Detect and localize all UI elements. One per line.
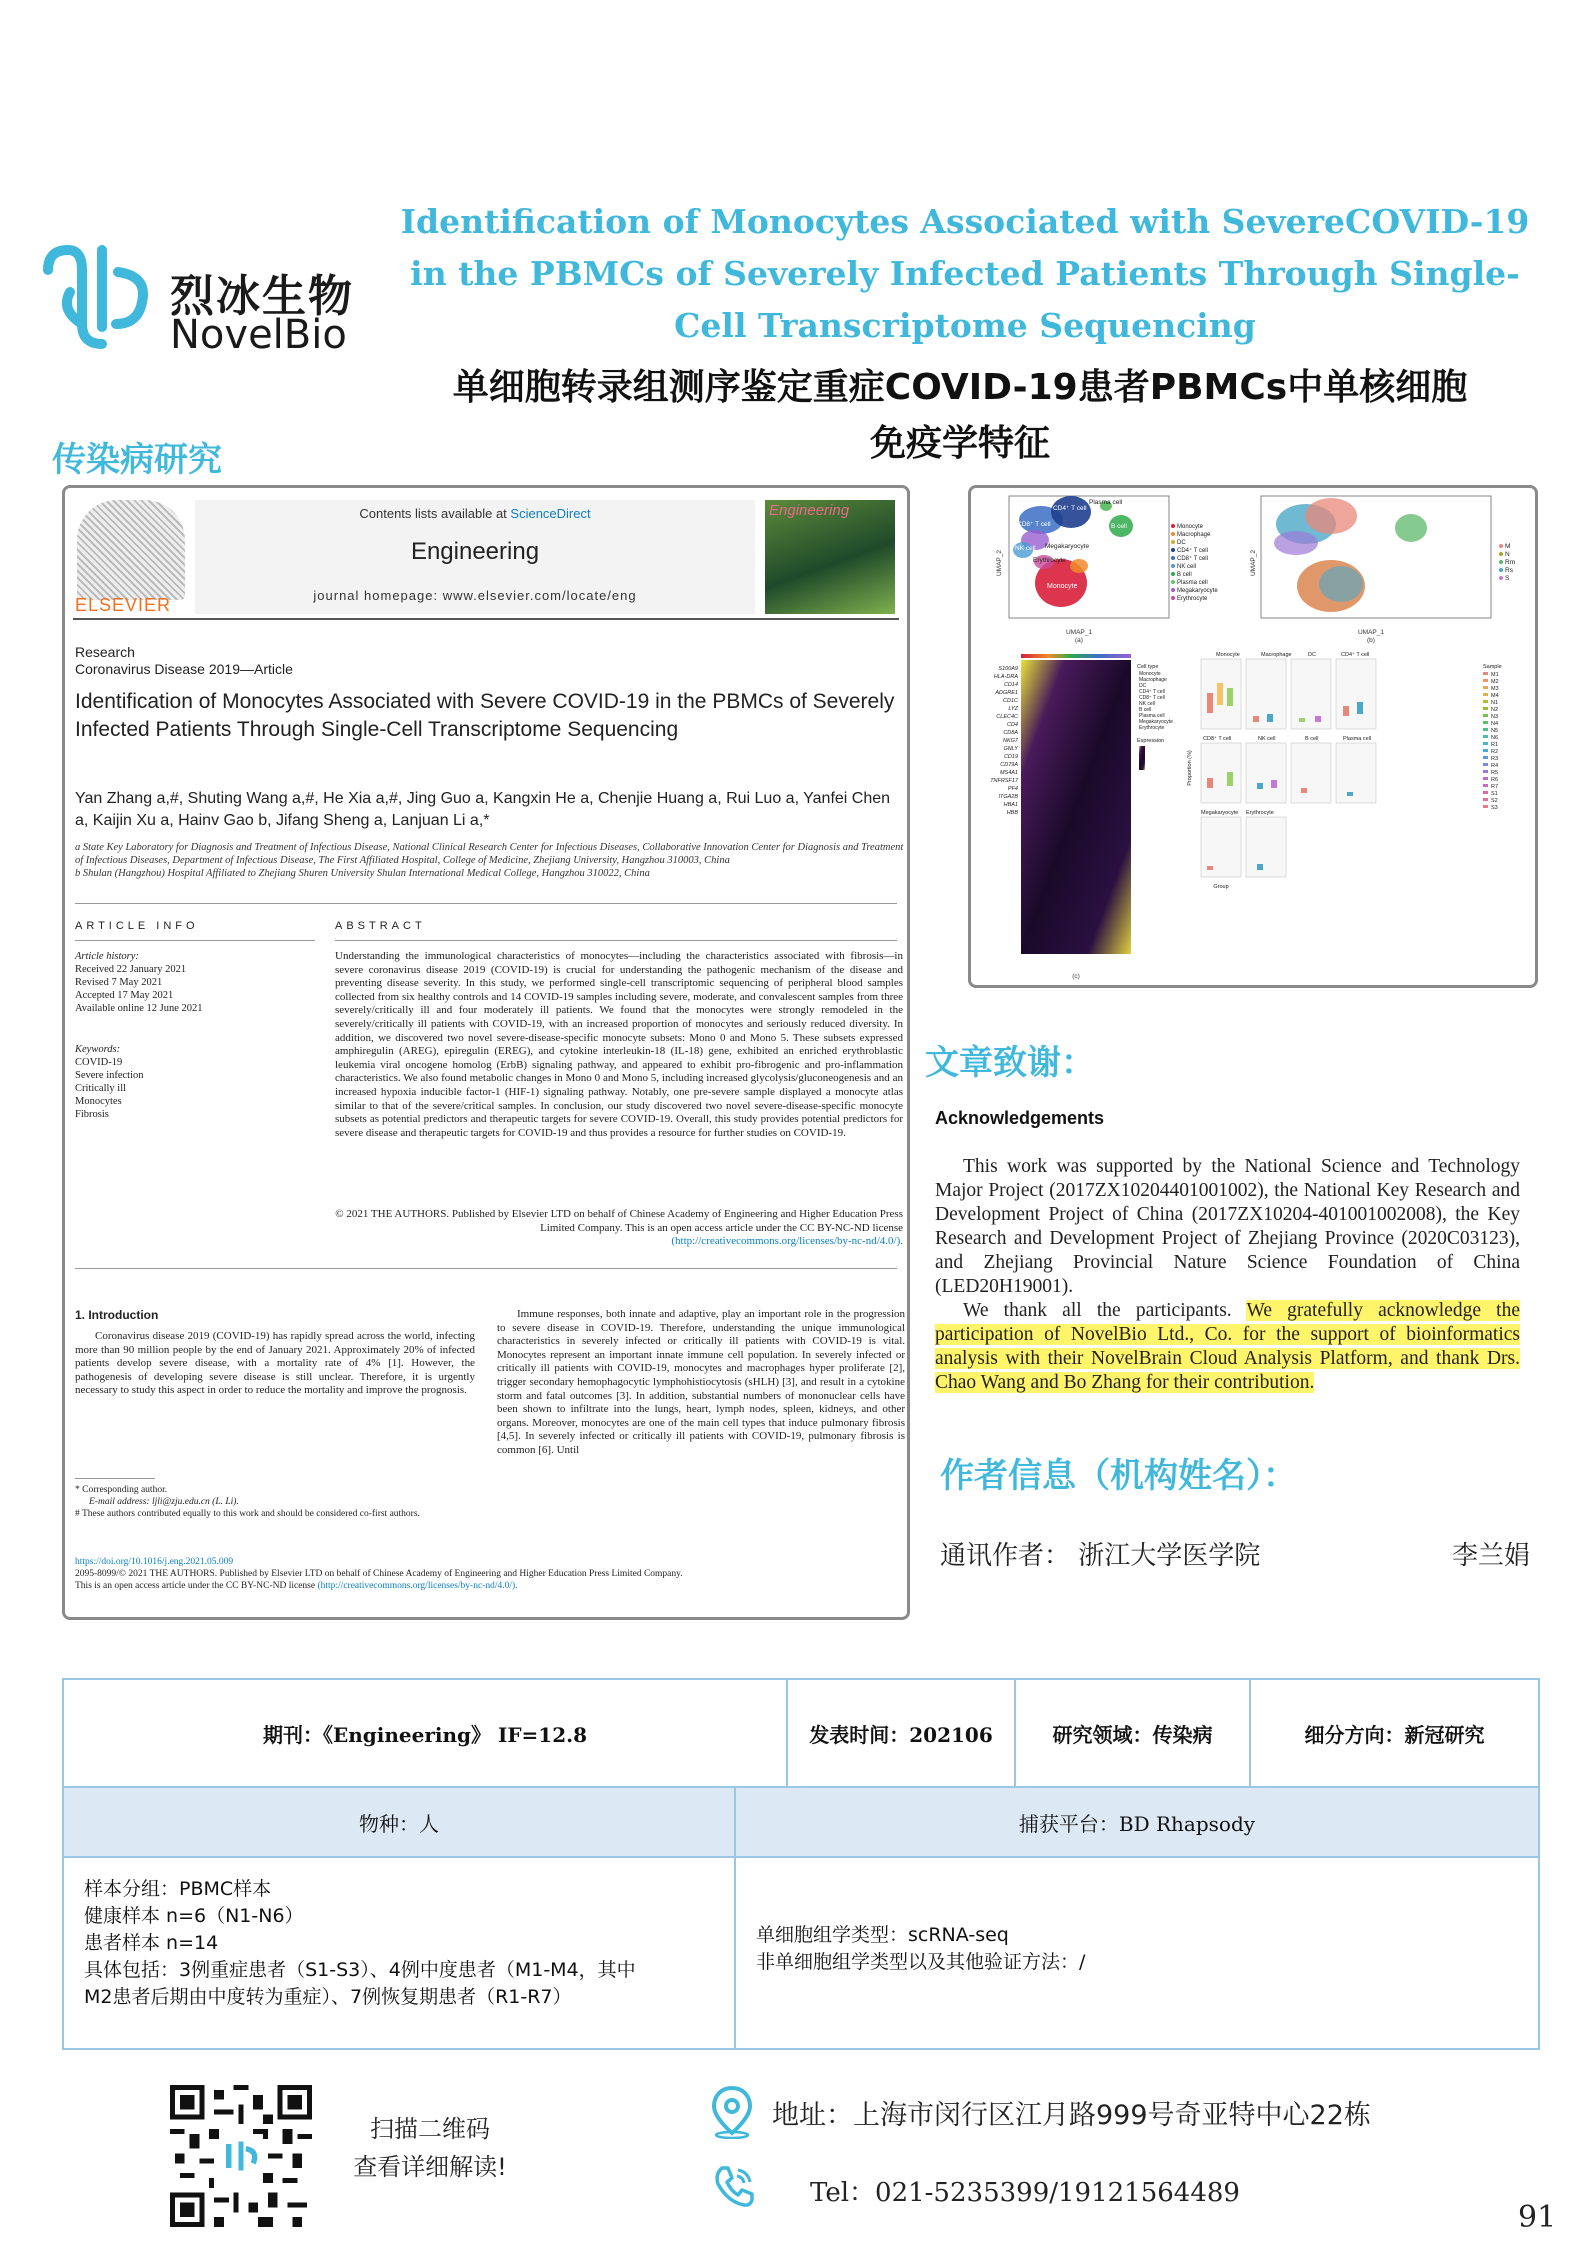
legend-entry [1171,547,1208,554]
sample-legend-entry [1483,672,1499,678]
legend-entry [1171,540,1186,546]
qr-caption-line-1: 扫描二维码 [370,2115,490,2143]
sample-legend-entry [1483,791,1498,797]
heatmap-legend-label: CD4⁺ T cell [1139,689,1165,695]
sample-label: N1 [1491,700,1499,706]
author-info-heading: 作者信息（机构姓名）： [940,1456,1297,1496]
affiliation-b: b Shulan (Hangzhou) Hospital Affiliated to Zhejiang Shuren University Shulan International Medical College, Hangzhou 310022, China [75,868,650,879]
legend-label: S [1505,575,1510,582]
sample-legend-entry [1483,784,1498,790]
legend-entry [1171,572,1192,578]
chinese-title-line-2: 免疫学特征 [869,423,1050,464]
sample-label: R1 [1491,742,1499,748]
sample-legend-entry [1483,770,1498,776]
heatmap-panel-c [990,654,1173,980]
omics-info-block [756,1922,1516,1976]
gene-label: NKG7 [1003,738,1018,744]
history-item: Accepted 17 May 2021 [75,990,174,1001]
legend-entry [1499,559,1515,566]
keyword: Severe infection [75,1070,144,1081]
heatmap-legend-label: Megakaryocyte [1139,719,1173,725]
paper-title: Identification of Monocytes Associated with Severe COVID-19 in the PBMCs of Severely Infected Patients Through Single-Cell Transcriptome Sequencing [75,690,895,741]
umap-legend-b [1499,543,1515,582]
group-label: Group [1213,884,1229,890]
axis-label: UMAP_1 [1357,629,1385,636]
umap-panel-b [1250,496,1491,644]
umap-label: Erythrocyte [1033,557,1066,564]
legend-label: Plasma cell [1177,580,1208,586]
umap-label: Monocyte [1047,583,1078,590]
sample-label: N5 [1491,728,1499,734]
gene-label: CD14 [1003,682,1018,688]
divider [75,940,315,941]
corresponding-author [940,1535,1530,1572]
abstract-text: Understanding the immunological characteristics of monocytes—including the characteristics associated with fibrosis—in severe coronavirus disease 2019 (COVID-19) is crucial for understanding the pathogenic mechanism of the disease and preventing disease severity. In this study, we performed single-cell transcriptomic sequencing of peripheral blood samples collected from six healthy controls and 14 COVID-19 samples including severe, moderate, and convalescent samples from three severely/critically ill and four moderately ill patients. We found that the monocytes were strongly remodeled in the severely/critically ill patients with COVID-19, with an increased proportion of monocytes and seriously reduced diversity. In addition, we discovered two novel severe-disease-specific monocyte subsets: Mono 0 and Mono 5. These subsets expressed amphiregulin (AREG), epiregulin (EREG), and cytokine interleukin-18 (IL-18) gene, exhibited an enriched erythroblastic leukemia viral oncogene homolog (ErbB) signaling pathway, and appeared to exhibit pro-fibrogenic and pro-inflammation characteristics. We also found metabolic changes in Mono 0 and Mono 5, including increased glycolysis/gluconeogenesis and an increased hypoxia inducible factor-1 (HIF-1) signaling pathway. Notably, one pre-severe sample displayed a monocyte atlas similar to that of the severe/critical samples. In conclusion, our study discovered two novel severe-disease-specific monocyte subsets as potential predictors and therapeutic targets for severe COVID-19. Overall, this study provides potential predictors for severe disease and therapeutic targets for COVID-19 and thus provides a resource for further studies on COVID-19. [335,950,903,1139]
sample-legend-entry [1483,693,1499,699]
article-subsection: Coronavirus Disease 2019—Article [75,661,293,677]
sample-label: M3 [1491,686,1499,692]
boxplot-title: B cell [1305,736,1319,742]
journal-info-box [195,500,755,614]
heatmap-legend-title: Cell type [1137,664,1159,670]
author-institution: 通讯作者： 浙江大学医学院 [940,1541,1261,1571]
open-access-line [75,1580,905,1592]
boxplot-title: CD4⁺ T cell [1341,652,1370,658]
gene-label: CD19 [1003,754,1018,760]
legend-label: DC [1177,540,1186,546]
legend-label: Rs [1505,567,1513,574]
introduction-heading: 1. Introduction [75,1308,159,1322]
publication-info [75,1556,905,1592]
legend-label: NK cell [1177,564,1197,570]
sciencedirect-link[interactable]: ScienceDirect [510,506,591,521]
footnote: # These authors contributed equally to this work and should be considered co-first authors. [75,1509,420,1519]
author-name: 李兰娟 [1451,1541,1530,1571]
introduction-column-1: Coronavirus disease 2019 (COVID-19) has rapidly spread across the world, infecting more than 90 million people by the end of January 2021. Approximately 20% of infected patients develop severe disease, with a mortality rate of 4% [1]. However, the pathogenesis of developing severe disease is still unclear. Therefore, it is urgently necessary to study this aspect in order to reduce the mortality and improve the prognosis. [75,1330,475,1397]
divider [335,940,897,941]
history-label: Article history: [75,951,139,962]
location-pin-icon [710,2085,754,2139]
ack-paragraph-thanks [935,1299,1520,1395]
sample-label: M4 [1491,693,1499,699]
boxplot-title: Macrophage [1261,652,1292,658]
sample-legend-entry [1483,679,1499,685]
sample-legend-entry [1483,798,1498,804]
omics-info-line: 单细胞组学类型：scRNA-seq [756,1924,1009,1946]
page-number: 91 [1518,2200,1557,2235]
sample-legend-entry [1483,700,1498,706]
sample-legend-entry [1483,728,1498,734]
heatmap-legend-label: DC [1139,683,1147,689]
qr-caption-line-2: 查看详细解读! [353,2153,507,2181]
umap-label: NK cell [1015,545,1036,552]
sample-label: R6 [1491,777,1499,783]
sample-info-line: 具体包括：3例重症患者（S1-S3）、4例中度患者（M1-M4，其中 [84,1959,636,1981]
legend-entry [1171,588,1218,594]
paper-figure [968,485,1538,988]
article-section: Research [75,644,135,660]
umap-label: B cell [1111,523,1127,530]
sample-legend-entry [1483,777,1498,783]
acknowledgement-heading: 文章致谢： [925,1043,1095,1083]
divider [75,903,897,904]
sample-legend-entry [1483,763,1498,769]
sample-legend-entry [1483,742,1498,748]
heatmap-legend-label: Erythrocyte [1139,725,1165,731]
history-item: Available online 12 June 2021 [75,1003,203,1014]
keywords-label: Keywords: [75,1044,121,1055]
gene-label: CD8A [1003,730,1018,736]
copyright-notice [335,1208,903,1249]
gene-label: GNLY [1003,746,1018,752]
abstract-heading: ABSTRACT [335,920,426,932]
cover-title: Engineering [769,502,850,519]
novelbio-logo-icon [30,232,160,362]
chinese-title [380,360,1540,472]
footnote: * Corresponding author. [75,1485,168,1495]
journal-name: Engineering [410,538,540,565]
sample-legend-entry [1483,707,1498,713]
boxplot-title: NK cell [1258,736,1276,742]
gene-label: CD4 [1006,722,1018,728]
legend-entry [1171,580,1208,586]
sample-legend-entry [1483,686,1499,692]
gene-label: CLEC4C [996,714,1018,720]
footnote-divider [75,1478,155,1479]
legend-label: Monocyte [1177,524,1204,530]
heatmap-legend-label: CD8⁺ T cell [1139,695,1165,701]
sample-info-block [84,1876,724,2011]
umap-label: Plasma cell [1089,499,1123,506]
sample-label: R3 [1491,756,1499,762]
chinese-title-line-1: 单细胞转录组测序鉴定重症COVID-19患者PBMCs中单核细胞 [452,367,1468,408]
qr-caption [330,2110,530,2186]
novelbio-logo [30,232,360,362]
sample-label: M2 [1491,679,1499,685]
species-cell: 物种：人 [359,1811,439,1836]
gene-label: LYZ [1008,706,1018,712]
ack-paragraph-funding: This work was supported by the National Science and Technology Major Project (2017ZX10204401001002), the National Key Research and Development Project of China (2017ZX10204-401001002008), the Key Research and Development Project of Zhejiang Province (2020C03123), and Zhejiang Provincial Nature Science Foundation of China (LED20H19001). [935,1156,1520,1297]
proportion-label: Proportion (%) [1187,750,1193,786]
journal-cell: 期刊：《Engineering》 IF=12.8 [262,1722,587,1747]
keyword: Monocytes [75,1096,122,1107]
legend-label: Rm [1505,559,1516,566]
axis-label: UMAP_2 [1250,549,1257,577]
divider [75,1268,897,1269]
boxplot-title: Megakaryocyte [1201,810,1239,816]
telephone: Tel：021-5235399/19121564489 [810,2178,1240,2208]
sample-label: R2 [1491,749,1499,755]
legend-label: B cell [1177,572,1192,578]
publish-time-cell: 发表时间：202106 [809,1722,993,1747]
heatmap-legend-label: Monocyte [1139,671,1161,677]
open-access-prefix: This is an open access article under the CC BY-NC-ND license [75,1581,318,1591]
sample-label: S3 [1491,805,1498,811]
license-link[interactable]: (http://creativecommons.org/licenses/by-nc-nd/4.0/). [671,1235,903,1248]
logo-english-name: NovelBio [170,312,347,358]
sample-legend-entry [1483,735,1498,741]
legend-entry [1499,575,1510,582]
research-field-cell: 研究领域：传染病 [1052,1722,1213,1747]
gene-label: ITGA2B [998,794,1018,800]
omics-info-line: 非单细胞组学类型以及其他验证方法：/ [756,1951,1086,1973]
sample-legend-entry [1483,721,1498,727]
footnote: E-mail address: ljli@zju.edu.cn (L. Li). [89,1497,239,1507]
legend-entry [1499,543,1510,550]
axis-label: UMAP_2 [996,549,1003,577]
sample-info-line: M2患者后期由中度转为重症）、7例恢复期患者（R1-R7） [84,1986,572,2008]
legend-entry [1171,532,1211,538]
keyword: Fibrosis [75,1109,109,1120]
qr-code-icon[interactable] [170,2085,312,2227]
sample-label: R7 [1491,784,1499,790]
legend-label: Erythrocyte [1177,596,1208,602]
sample-legend-title: Sample [1483,664,1502,670]
journal-cover-image [765,500,895,614]
sample-label: N2 [1491,707,1499,713]
introduction-column-2: Immune responses, both innate and adaptive, play an important role in the progression to severe disease in COVID-19. Therefore, understanding the unique immunological characteristics in severely infected or critically ill patients with COVID-19 is vital. Monocytes represent an important innate immune cell population. In severely infected or critically ill patients with COVID-19, monocytes and macrophages hyper proliferate [2], trigger secondary hemophagocytic lymphohistiocytosis (sHLH) [3], and result in a cytokine storm and fatal outcomes [3]. In addition, substantial numbers of mononuclear cells have been shown to infiltrate into the lungs, heart, lymph nodes, spleen, kidneys, and other organs. Moreover, monocytes are one of the main cell types that induce pulmonary fibrosis [4,5]. In severely infected or critically ill patients with COVID-19, pulmonary fibrosis is common [6]. Until [497,1308,905,1456]
history-item: Revised 7 May 2021 [75,977,163,988]
paper-first-page [62,485,910,1620]
heatmap-legend-label: Macrophage [1139,677,1167,683]
section-label: 传染病研究 [52,440,222,480]
affiliation-a: a State Key Laboratory for Diagnosis and Treatment of Infectious Disease, National Clinical Research Center for Infectious Diseases, Collaborative Innovation Center for Diagnosis and Treatment of Infectious Diseases, Department of Infectious Disease, The First Affiliated Hospital, College of Medicine, Zhejiang University, Hangzhou 310003, China [75,842,904,866]
gene-label: CD79A [1000,762,1018,768]
paper-authors: Yan Zhang a,#, Shuting Wang a,#, He Xia a,#, Jing Guo a, Kangxin He a, Chenjie Huang a, Rui Luo a, Yanfei Chen a, Kaijin Xu a, Hainv Gao b, Jifang Sheng a, Lanjuan Li a,* [75,790,891,829]
sample-label: S1 [1491,791,1498,797]
legend-entry [1171,596,1208,602]
gene-label: S100A9 [998,666,1018,672]
platform-cell: 捕获平台：BD Rhapsody [1018,1811,1256,1836]
legend-label: CD4⁺ T cell [1177,548,1208,554]
open-access-link[interactable]: (http://creativecommons.org/licenses/by-nc-nd/4.0/). [317,1581,518,1591]
elsevier-tree-logo [77,500,185,600]
legend-label: Megakaryocyte [1177,588,1218,594]
boxplot-panel-d [1187,651,1376,890]
english-title: Identification of Monocytes Associated with SevereCOVID-19 in the PBMCs of Severely Infected Patients Through Single-Cell Transcriptome Sequencing [400,202,1530,345]
figure-graphic [971,488,1535,985]
sample-legend [1483,664,1502,811]
contents-line [195,506,755,521]
article-category [75,644,293,678]
boxplot-title: Plasma cell [1343,736,1372,742]
ack-thanks-plain: We thank all the participants. [963,1300,1247,1321]
sample-label: R5 [1491,770,1499,776]
article-history [75,950,315,1015]
acknowledgements-body [935,1155,1520,1395]
boxplot-title: Monocyte [1216,652,1240,658]
sample-info-line: 健康样本 n=6（N1-N6） [84,1905,304,1927]
umap-label: CD4⁺ T cell [1053,505,1087,512]
logo-chinese-name: 烈冰生物 [170,271,354,322]
heatmap-legend-label: B cell [1139,707,1152,713]
umap-panel-a [996,496,1169,644]
boxplot-title: Erythrocyte [1246,810,1274,816]
history-item: Received 22 January 2021 [75,964,187,975]
legend-label: M [1505,543,1511,550]
panel-label: (a) [1075,637,1083,644]
gene-label: TNFRSF17 [990,778,1018,784]
sample-label: S2 [1491,798,1498,804]
umap-label: CD8⁺ T cell [1017,521,1051,528]
sample-label: R4 [1491,763,1499,769]
ack-novelbio-highlight: We gratefully acknowledge the participation of NovelBio Ltd., Co. for the support of bioinformatics analysis with their NovelBrain Cloud Analysis Platform, and thank Drs. Chao Wang and Bo Zhang for their contribution. [935,1300,1520,1393]
boxplot-title: CD8⁺ T cell [1203,736,1232,742]
sample-label: M1 [1491,672,1499,678]
legend-label: CD8⁺ T cell [1177,556,1208,562]
gene-label: HBA1 [1003,802,1018,808]
table-divider [64,1856,1538,1858]
gene-label: PF4 [1007,786,1018,792]
heatmap-legend-label: NK cell [1139,701,1155,707]
sample-legend-entry [1483,805,1498,811]
sample-label: N6 [1491,735,1499,741]
elsevier-wordmark: ELSEVIER [75,595,172,615]
issn-line: 2095-8099/© 2021 THE AUTHORS. Published by Elsevier LTD on behalf of Chinese Academy of Engineering and Higher Education Press Limited Company. [75,1569,683,1579]
legend-entry [1171,564,1196,570]
gene-label: MS4A1 [999,770,1018,776]
sample-info-line: 患者样本 n=14 [84,1932,219,1954]
paper-affiliations [75,841,905,880]
umap-label: Megakaryocyte [1045,543,1090,550]
gene-label: HBB [1006,810,1018,816]
legend-label: N [1505,551,1510,558]
sample-label: N3 [1491,714,1499,720]
legend-label: Macrophage [1177,532,1211,538]
boxplot-title: DC [1308,652,1316,658]
sample-legend-entry [1483,756,1498,762]
axis-label: UMAP_1 [1065,629,1093,636]
gene-label: HLA-DRA [993,674,1018,680]
legend-entry [1171,555,1208,562]
keywords [75,1043,315,1121]
footnotes [75,1484,475,1520]
gene-label: CD1C [1003,698,1018,704]
umap-legend-a [1171,524,1218,602]
study-info-table [62,1678,1540,2050]
research-direction-cell: 细分方向：新冠研究 [1304,1722,1485,1747]
keyword: Critically ill [75,1083,127,1094]
panel-label: (b) [1367,637,1375,644]
gene-label: ADGRE1 [995,690,1018,696]
journal-homepage: journal homepage: www.elsevier.com/locate/eng [313,588,637,603]
sample-label: N4 [1491,721,1499,727]
sample-legend-entry [1483,714,1498,720]
heatmap-legend-label: Plasma cell [1139,713,1165,719]
expression-title: Expression [1137,738,1165,744]
legend-entry [1499,567,1514,574]
legend-entry [1499,551,1510,558]
copyright-text: © 2021 THE AUTHORS. Published by Elsevier LTD on behalf of Chinese Academy of Engineering and Higher Education Press Limited Company. This is an open access article under the CC BY-NC-ND license [335,1208,903,1234]
keyword: COVID-19 [75,1057,123,1068]
address: 地址：上海市闵行区江月路999号奇亚特中心22栋 [772,2100,1371,2131]
legend-entry [1171,524,1204,530]
panel-label: (c) [1072,973,1080,980]
contents-prefix: Contents lists available at [359,506,511,521]
article-info-heading: ARTICLE INFO [75,920,199,932]
phone-icon [710,2162,758,2210]
sample-legend-entry [1483,749,1498,755]
sample-info-line: 样本分组：PBMC样本 [84,1878,272,1900]
doi-link[interactable]: https://doi.org/10.1016/j.eng.2021.05.009 [75,1557,234,1567]
acknowledgements-title: Acknowledgements [935,1108,1105,1128]
